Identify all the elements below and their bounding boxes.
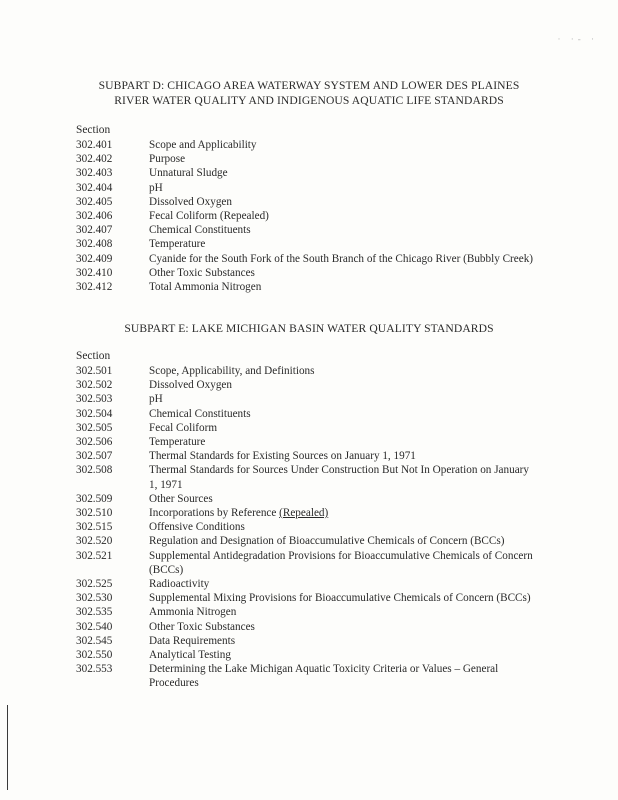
- section-title-wrap: [149, 209, 536, 223]
- section-title-wrap: [149, 534, 536, 548]
- section-title-wrap: [149, 549, 536, 577]
- section-number: 302.540: [76, 620, 113, 633]
- section-number: 302.520: [76, 535, 113, 548]
- section-title-wrap: [149, 648, 536, 662]
- section-title: Scope, Applicability, and Definitions: [149, 365, 315, 377]
- subpart-d-heading-line1: SUBPART D: CHICAGO AREA WATERWAY SYSTEM AND LOWER DES PLAINES: [98, 79, 520, 92]
- section-title-wrap: [149, 378, 536, 392]
- section-title-wrap: [149, 166, 536, 180]
- section-number: 302.506: [76, 436, 113, 449]
- toc-entry: [76, 152, 536, 166]
- toc-entry: [76, 549, 536, 577]
- section-title-wrap: [149, 634, 536, 648]
- section-number: 302.503: [76, 393, 113, 406]
- section-title-wrap: [149, 435, 536, 449]
- section-number: 302.507: [76, 450, 113, 463]
- subpart-e-section-list: [76, 364, 536, 691]
- toc-entry: [76, 266, 536, 280]
- section-title: Temperature: [149, 238, 206, 251]
- toc-entry: [76, 591, 536, 605]
- section-title-wrap: [149, 252, 536, 266]
- section-title: Unnatural Sludge: [149, 167, 228, 180]
- toc-entry: [76, 237, 536, 251]
- section-number: 302.530: [76, 592, 113, 605]
- section-title-wrap: [149, 181, 536, 195]
- section-number: 302.525: [76, 578, 113, 591]
- toc-entry: [76, 378, 536, 392]
- section-title: Fecal Coliform (Repealed): [149, 210, 269, 223]
- toc-entry: [76, 534, 536, 548]
- section-number: 302.508: [76, 464, 113, 477]
- section-title: Thermal Standards for Sources Under Construction But Not In Operation on January 1, 1971: [149, 464, 529, 491]
- section-title: Other Sources: [149, 492, 213, 505]
- toc-entry: [76, 392, 536, 406]
- section-number: 302.406: [76, 210, 113, 223]
- section-title: Supplemental Mixing Provisions for Bioaccumulative Chemicals of Concern (BCCs): [149, 592, 531, 605]
- section-number: 302.404: [76, 181, 113, 194]
- section-title: Purpose: [149, 153, 186, 166]
- section-number: 302.412: [76, 281, 113, 294]
- section-number: 302.410: [76, 266, 113, 279]
- toc-entry: [76, 520, 536, 534]
- scan-speckle: · ·- ·: [557, 34, 598, 44]
- section-title: Regulation and Designation of Bioaccumulative Chemicals of Concern (BCCs): [149, 535, 505, 548]
- section-number: 302.521: [76, 549, 113, 562]
- section-number: 302.502: [76, 379, 113, 392]
- section-title-wrap: [149, 280, 536, 294]
- toc-entry: [76, 492, 536, 506]
- section-number: 302.408: [76, 238, 113, 251]
- section-number: 302.550: [76, 649, 113, 662]
- section-title-wrap: [149, 605, 536, 619]
- section-title: Cyanide for the South Fork of the South Branch of the Chicago River (Bubbly Creek): [149, 252, 534, 265]
- section-title: pH: [149, 393, 163, 406]
- section-number: 302.515: [76, 521, 113, 534]
- section-title: Supplemental Antidegradation Provisions for Bioaccumulative Chemicals of Concern (BCCs): [149, 549, 533, 576]
- toc-entry: [76, 449, 536, 463]
- toc-entry: [76, 252, 536, 266]
- section-title: Analytical Testing: [149, 649, 231, 662]
- section-title: Determining the Lake Michigan Aquatic Toxicity Criteria or Values – General Procedures: [149, 663, 499, 690]
- section-number: 302.509: [76, 492, 113, 505]
- section-title-wrap: [149, 152, 536, 166]
- section-title: Offensive Conditions: [149, 521, 245, 534]
- section-title: Radioactivity: [149, 578, 210, 591]
- section-number: 302.403: [76, 167, 113, 180]
- section-title-wrap: [149, 266, 536, 280]
- section-title-wrap: [149, 506, 536, 520]
- section-title: Chemical Constituents: [149, 407, 251, 420]
- toc-entry: [76, 195, 536, 209]
- section-title: Chemical Constituents: [149, 224, 251, 237]
- toc-entry: [76, 577, 536, 591]
- subpart-d-heading: [0, 78, 618, 108]
- subpart-e-section-label: Section: [76, 350, 111, 362]
- section-number: 302.407: [76, 224, 113, 237]
- subpart-d-section-list: [76, 138, 536, 294]
- section-title: Dissolved Oxygen: [149, 195, 232, 208]
- section-title: Total Ammonia Nitrogen: [149, 281, 262, 294]
- section-title-wrap: [149, 449, 536, 463]
- section-title: Ammonia Nitrogen: [149, 606, 237, 619]
- toc-entry: [76, 662, 536, 690]
- section-title-wrap: [149, 591, 536, 605]
- section-number: 302.553: [76, 663, 113, 676]
- scan-edge-line: [7, 705, 8, 790]
- toc-entry: [76, 506, 536, 520]
- section-number: 302.402: [76, 153, 113, 166]
- toc-entry: [76, 421, 536, 435]
- toc-entry: [76, 407, 536, 421]
- section-title-wrap: [149, 620, 536, 634]
- subpart-d-heading-line2: RIVER WATER QUALITY AND INDIGENOUS AQUATIC LIFE STANDARDS: [114, 94, 504, 107]
- toc-entry: [76, 634, 536, 648]
- toc-entry: [76, 280, 536, 294]
- section-title-wrap: [149, 138, 536, 152]
- section-title-wrap: [149, 364, 536, 378]
- section-title: pH: [149, 181, 163, 194]
- subpart-e-heading: SUBPART E: LAKE MICHIGAN BASIN WATER QUALITY STANDARDS: [124, 322, 494, 335]
- section-title: Scope and Applicability: [149, 139, 257, 151]
- section-title-wrap: [149, 662, 536, 690]
- section-title: Temperature: [149, 436, 206, 449]
- section-title-wrap: [149, 237, 536, 251]
- section-title-wrap: [149, 463, 536, 491]
- toc-entry: [76, 648, 536, 662]
- section-number: 302.510: [76, 507, 113, 520]
- toc-entry: [76, 181, 536, 195]
- section-title: Dissolved Oxygen: [149, 379, 232, 392]
- toc-entry: [76, 138, 536, 152]
- section-number: 302.405: [76, 195, 113, 208]
- section-title: Other Toxic Substances: [149, 620, 255, 633]
- section-title: Incorporations by Reference: [149, 507, 277, 520]
- section-number: 302.545: [76, 634, 113, 647]
- toc-entry: [76, 166, 536, 180]
- section-title-wrap: [149, 520, 536, 534]
- section-title-wrap: [149, 223, 536, 237]
- section-title: Fecal Coliform: [149, 421, 218, 434]
- section-title-wrap: [149, 392, 536, 406]
- section-title-wrap: [149, 492, 536, 506]
- toc-entry: [76, 364, 536, 378]
- toc-entry: [76, 209, 536, 223]
- section-title-wrap: [149, 421, 536, 435]
- toc-entry: [76, 435, 536, 449]
- toc-entry: [76, 605, 536, 619]
- toc-entry: [76, 620, 536, 634]
- section-title-wrap: [149, 195, 536, 209]
- section-title-wrap: [149, 407, 536, 421]
- subpart-d-section-label: Section: [76, 124, 111, 136]
- section-number: 302.401: [76, 139, 113, 151]
- section-title: Other Toxic Substances: [149, 266, 255, 279]
- toc-entry: [76, 223, 536, 237]
- section-title-wrap: [149, 577, 536, 591]
- section-number: 302.501: [76, 365, 113, 377]
- section-title: Data Requirements: [149, 634, 236, 647]
- section-number: 302.535: [76, 606, 113, 619]
- section-number: 302.505: [76, 421, 113, 434]
- section-number: 302.409: [76, 252, 113, 265]
- toc-entry: [76, 463, 536, 491]
- section-title-amendment: (Repealed): [279, 507, 329, 520]
- section-number: 302.504: [76, 407, 113, 420]
- section-title: Thermal Standards for Existing Sources on January 1, 1971: [149, 450, 416, 463]
